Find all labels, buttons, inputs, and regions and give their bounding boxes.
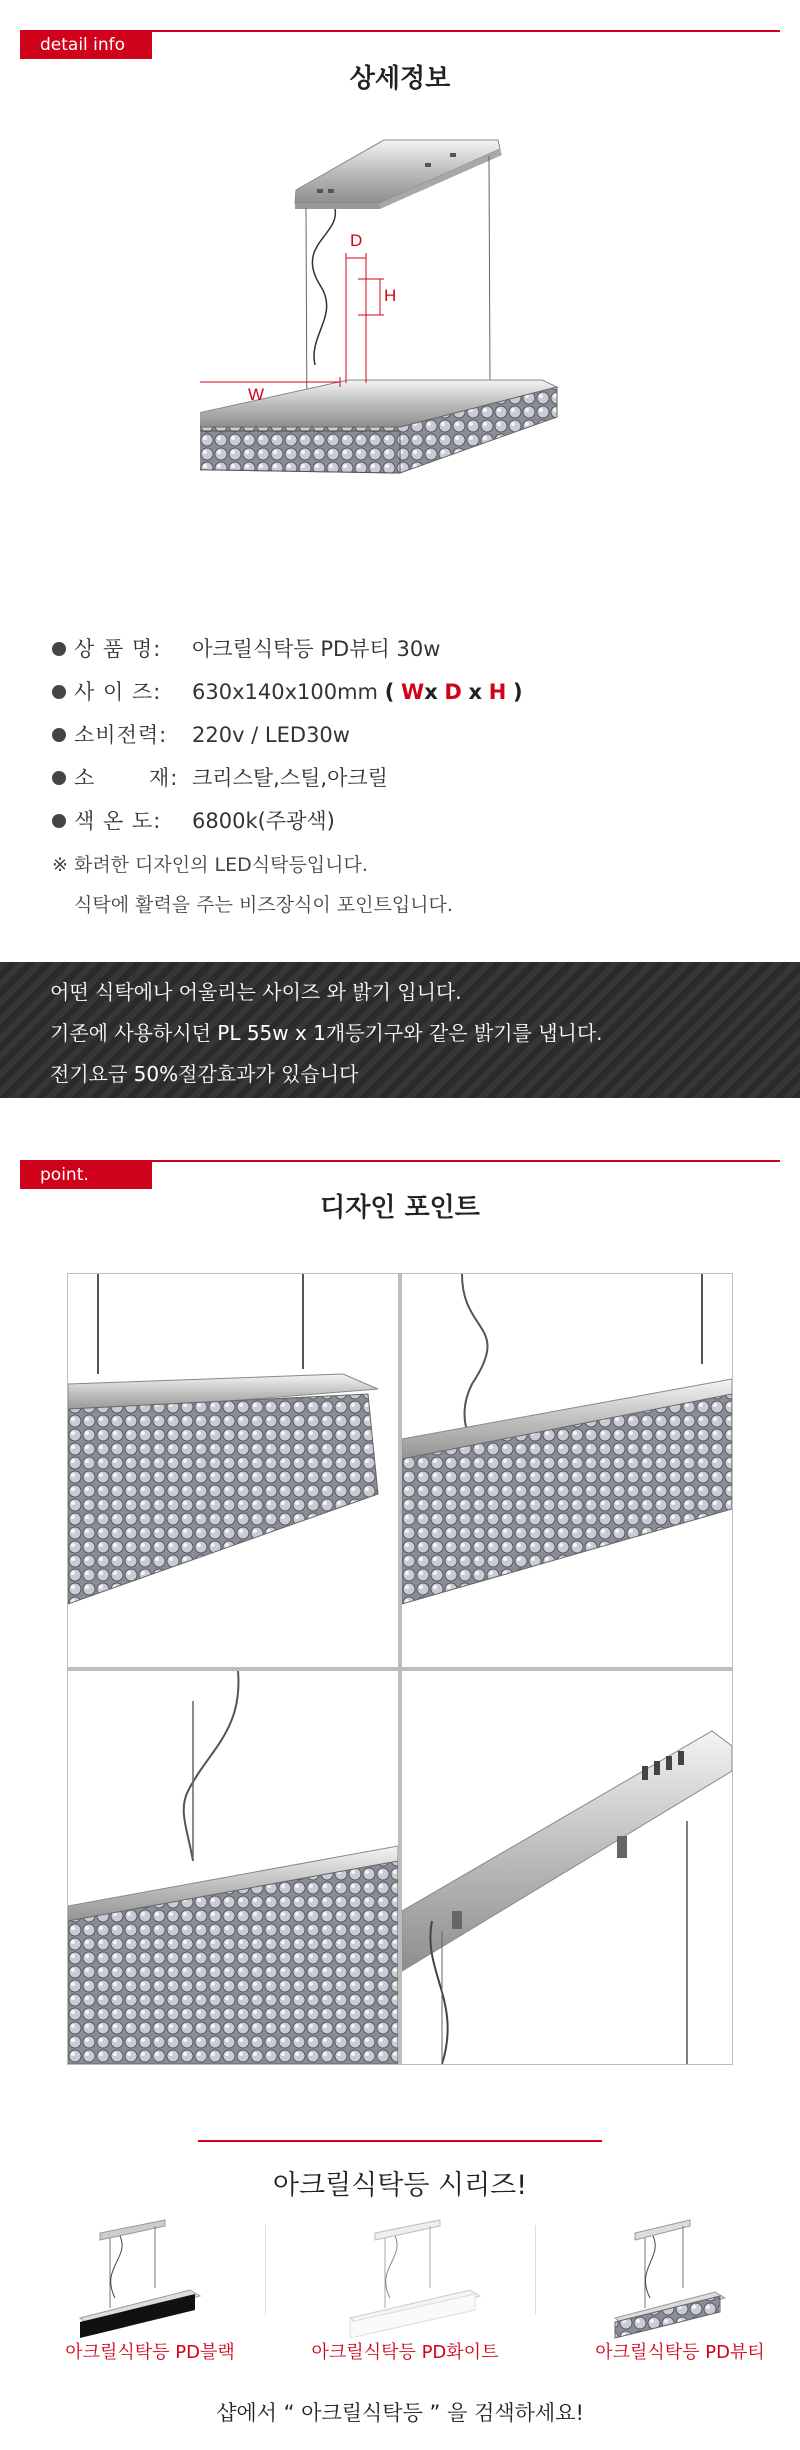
point-tab: point.	[20, 1161, 152, 1189]
note-line: 식탁에 활력을 주는 비즈장식이 포인트입니다.	[74, 894, 453, 916]
series-item-label[interactable]: 아크릴식탁등 PD화이트	[311, 2342, 499, 2363]
detail-title: 상세정보	[349, 64, 451, 94]
spec-size: 사 이 즈: 630x140x100mm ( Wx D x H )	[52, 676, 523, 706]
spec-product-name: 상 품 명: 아크릴식탁등 PD뷰티 30w	[52, 633, 440, 663]
detail-photo	[68, 1671, 398, 2064]
banner-line: 기존에 사용하시던 PL 55w x 1개등기구와 같은 밝기를 냅니다.	[50, 1021, 603, 1045]
detail-photo	[402, 1671, 732, 2064]
dimension-w-label: W	[248, 385, 265, 404]
banner-line: 어떤 식탁에나 어울리는 사이즈 와 밝기 입니다.	[50, 980, 462, 1004]
series-item-label[interactable]: 아크릴식탁등 PD뷰티	[595, 2342, 765, 2363]
detail-photo-grid	[67, 1273, 733, 2065]
spec-power: 소비전력: 220v / LED30w	[52, 719, 350, 749]
feature-banner	[0, 962, 800, 1098]
bullet-icon	[52, 685, 66, 699]
dimension-w-marker	[200, 377, 340, 387]
bullet-icon	[52, 771, 66, 785]
point-title: 디자인 포인트	[320, 1193, 480, 1223]
detail-photo	[68, 1274, 398, 1667]
series-separator	[265, 2225, 266, 2315]
series-separator	[535, 2225, 536, 2315]
product-thumb-black[interactable]	[70, 2218, 250, 2348]
series-title: 아크릴식탁등 시리즈!	[272, 2170, 528, 2201]
canopy	[295, 140, 502, 209]
bullet-icon	[52, 642, 66, 656]
product-thumb-white[interactable]	[330, 2218, 510, 2348]
suspension-wire	[489, 156, 490, 387]
detail-info-tab: detail info	[20, 31, 152, 59]
power-cord	[312, 209, 335, 365]
product-dimension-diagram	[200, 125, 620, 615]
search-instruction: 샵에서 “ 아크릴식탁등 ” 을 검색하세요!	[216, 2401, 584, 2425]
spec-color-temp: 색 온 도: 6800k(주광색)	[52, 805, 335, 835]
series-divider	[198, 2140, 602, 2142]
note-line: ※ 화려한 디자인의 LED식탁등입니다.	[52, 854, 368, 876]
dimension-d-label: D	[350, 231, 363, 250]
bullet-icon	[52, 814, 66, 828]
spec-material: 소 재: 크리스탈,스틸,아크릴	[52, 762, 388, 792]
bullet-icon	[52, 728, 66, 742]
product-thumb-beauty[interactable]	[605, 2218, 785, 2348]
series-item-label[interactable]: 아크릴식탁등 PD블랙	[65, 2342, 235, 2363]
dimension-h-label: H	[384, 286, 397, 305]
banner-line: 전기요금 50%절감효과가 있습니다	[50, 1062, 359, 1086]
detail-photo	[402, 1274, 732, 1667]
dimension-d-marker	[346, 253, 366, 383]
dimension-h-marker	[358, 279, 384, 315]
